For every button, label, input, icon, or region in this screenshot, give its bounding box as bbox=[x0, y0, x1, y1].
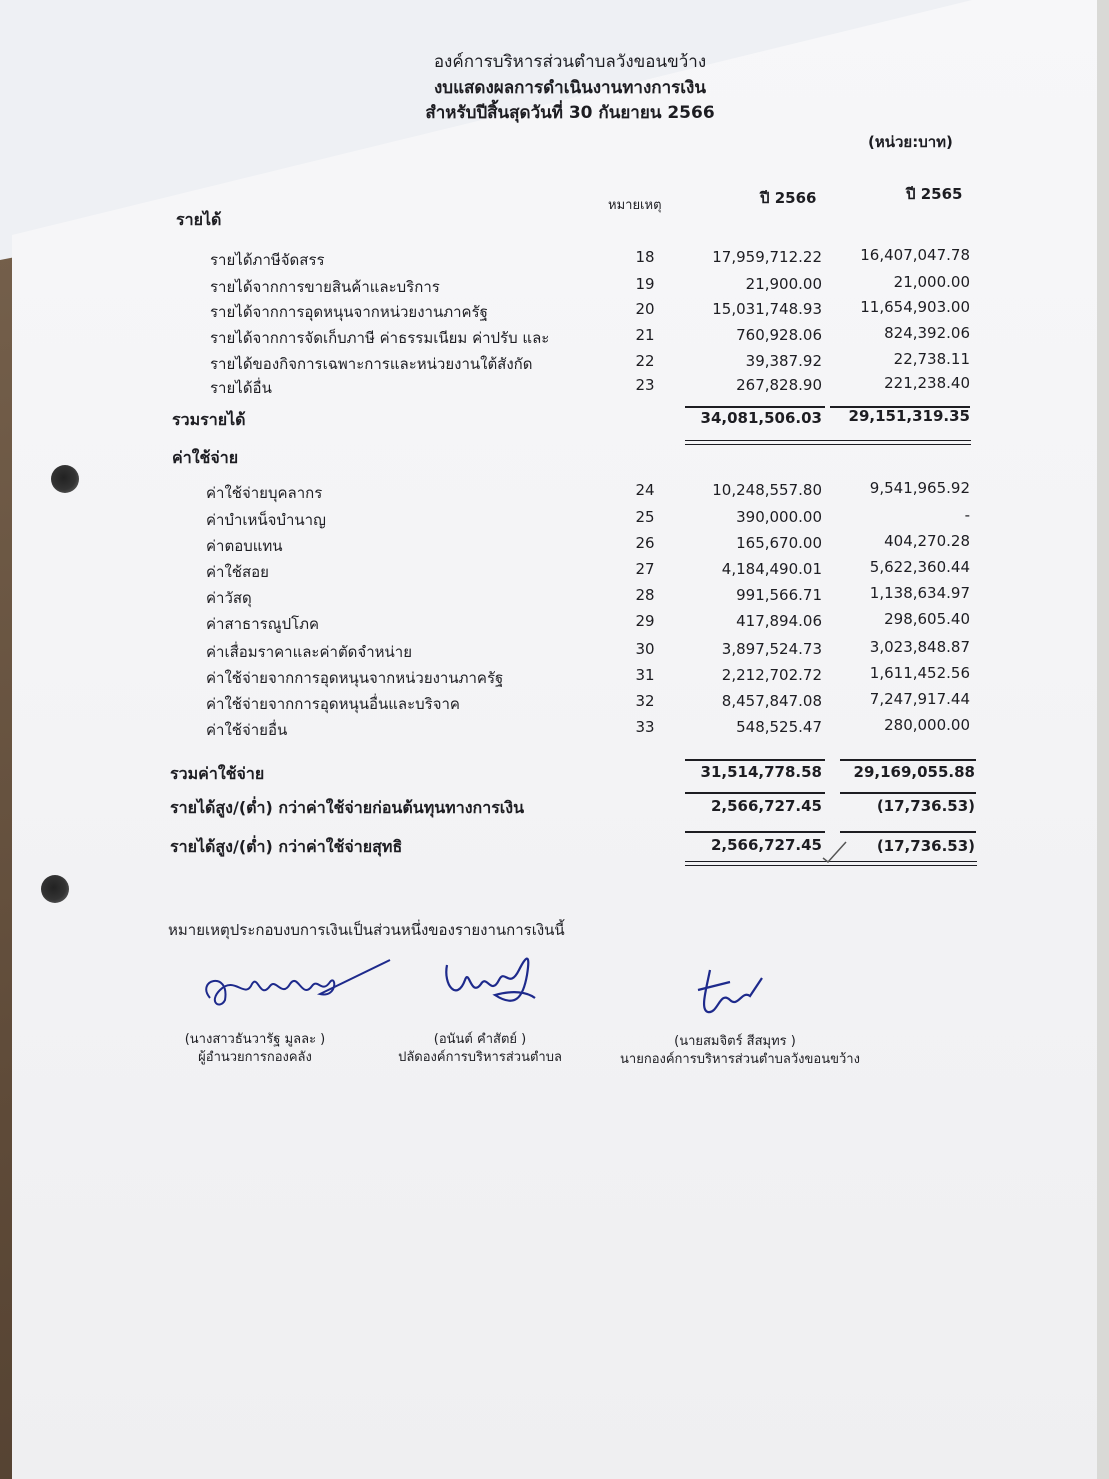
expense-item-note: 24 bbox=[635, 481, 655, 499]
expense-total-y2: 29,169,055.88 bbox=[853, 763, 975, 781]
revenue-item-y2: 22,738.11 bbox=[893, 350, 970, 368]
signatory-3-title: นายกองค์การบริหารส่วนตำบลวังขอนขว้าง bbox=[620, 1052, 860, 1067]
net-rule bbox=[685, 831, 825, 833]
expense-item-note: 29 bbox=[635, 612, 655, 630]
year2-column-header: ปี 2565 bbox=[906, 185, 963, 203]
expense-item-note: 26 bbox=[635, 534, 655, 552]
expense-item-label: ค่าใช้จ่ายอื่น bbox=[206, 721, 288, 739]
expense-item-note: 27 bbox=[635, 560, 655, 578]
expense-item-y2: 1,611,452.56 bbox=[869, 664, 970, 682]
revenue-item-y2: 221,238.40 bbox=[884, 374, 970, 392]
surplus-net-y1: 2,566,727.45 bbox=[710, 836, 822, 854]
surplus-net-label: รายได้สูง/(ต่ำ) กว่าค่าใช้จ่ายสุทธิ bbox=[170, 837, 403, 856]
revenue-item-note: 18 bbox=[635, 248, 655, 266]
check-mark-icon bbox=[820, 838, 850, 864]
expense-item-y1: 2,212,702.72 bbox=[721, 666, 822, 684]
revenue-item-y2: 21,000.00 bbox=[893, 273, 970, 291]
signature-chief-administrator bbox=[435, 940, 555, 1020]
expense-item-note: 32 bbox=[635, 692, 655, 710]
signatory-3-name: (นายสมจิตร์ สีสมุทร ) bbox=[674, 1034, 796, 1049]
signature-mayor bbox=[690, 960, 770, 1020]
revenue-item-label: รายได้อื่น bbox=[210, 379, 272, 397]
revenue-item-y1: 17,959,712.22 bbox=[712, 248, 822, 266]
expense-subtotal-rule bbox=[685, 759, 825, 761]
expense-total-label: รวมค่าใช้จ่าย bbox=[170, 764, 265, 783]
expense-item-y1: 417,894.06 bbox=[736, 612, 822, 630]
surplus-before-y2: (17,736.53) bbox=[876, 797, 975, 815]
revenue-item-note: 22 bbox=[635, 352, 655, 370]
footnote: หมายเหตุประกอบงบการเงินเป็นส่วนหนึ่งของรายงานการเงินนี้ bbox=[168, 921, 565, 939]
expense-item-y1: 165,670.00 bbox=[736, 534, 822, 552]
expense-subtotal-rule bbox=[840, 759, 976, 761]
expense-item-y2: 1,138,634.97 bbox=[869, 584, 970, 602]
revenue-item-note: 20 bbox=[635, 300, 655, 318]
expense-item-y1: 991,566.71 bbox=[736, 586, 822, 604]
expense-item-note: 31 bbox=[635, 666, 655, 684]
note-column-header: หมายเหตุ bbox=[608, 198, 662, 213]
year1-column-header: ปี 2566 bbox=[760, 189, 817, 207]
expense-item-note: 33 bbox=[635, 718, 655, 736]
expense-item-y1: 3,897,524.73 bbox=[721, 640, 822, 658]
revenue-total-y2: 29,151,319.35 bbox=[848, 407, 970, 425]
expense-item-label: ค่าใช้จ่ายบุคลากร bbox=[206, 484, 323, 502]
expense-item-label: ค่าวัสดุ bbox=[206, 589, 252, 607]
surplus-rule bbox=[685, 792, 825, 794]
expense-item-y1: 8,457,847.08 bbox=[721, 692, 822, 710]
expense-item-y2: - bbox=[964, 506, 970, 524]
revenue-item-y2: 16,407,047.78 bbox=[860, 246, 970, 264]
revenue-item-label: รายได้ภาษีจัดสรร bbox=[210, 251, 325, 269]
expense-heading: ค่าใช้จ่าย bbox=[172, 448, 239, 467]
expense-item-note: 25 bbox=[635, 508, 655, 526]
expense-item-y1: 10,248,557.80 bbox=[712, 481, 822, 499]
surplus-net-y2: (17,736.53) bbox=[876, 837, 975, 855]
revenue-total-y1: 34,081,506.03 bbox=[700, 409, 822, 427]
revenue-item-note: 21 bbox=[635, 326, 655, 344]
revenue-total-label: รวมรายได้ bbox=[172, 410, 246, 429]
signature-finance-director bbox=[190, 950, 400, 1020]
signatory-1-title: ผู้อำนวยการกองคลัง bbox=[198, 1050, 312, 1065]
surplus-before-label: รายได้สูง/(ต่ำ) กว่าค่าใช้จ่ายก่อนต้นทุนทางการเงิน bbox=[170, 798, 525, 817]
revenue-item-label: รายได้จากการอุดหนุนจากหน่วยงานภาครัฐ bbox=[210, 303, 488, 321]
signatory-1-name: (นางสาวธันวารัฐ มูลละ ) bbox=[184, 1032, 326, 1047]
revenue-item-y1: 267,828.90 bbox=[736, 376, 822, 394]
expense-item-label: ค่าเสื่อมราคาและค่าตัดจำหน่าย bbox=[206, 643, 412, 661]
revenue-item-y1: 21,900.00 bbox=[745, 275, 822, 293]
expense-item-note: 30 bbox=[635, 640, 655, 658]
expense-item-y1: 390,000.00 bbox=[736, 508, 822, 526]
net-rule bbox=[840, 831, 976, 833]
revenue-total-double-rule bbox=[685, 440, 971, 445]
expense-item-y2: 9,541,965.92 bbox=[869, 479, 970, 497]
expense-item-y2: 5,622,360.44 bbox=[869, 558, 970, 576]
revenue-item-label: รายได้ของกิจการเฉพาะการและหน่วยงานใต้สังกัด bbox=[210, 355, 533, 373]
org-name: องค์การบริหารส่วนตำบลวังขอนขว้าง bbox=[433, 52, 707, 72]
revenue-item-note: 23 bbox=[635, 376, 655, 394]
revenue-item-y1: 15,031,748.93 bbox=[712, 300, 822, 318]
revenue-heading: รายได้ bbox=[176, 210, 222, 229]
expense-total-y1: 31,514,778.58 bbox=[700, 763, 822, 781]
surplus-rule bbox=[840, 792, 976, 794]
unit-label: (หน่วย:บาท) bbox=[868, 133, 953, 151]
expense-item-note: 28 bbox=[635, 586, 655, 604]
revenue-item-y2: 11,654,903.00 bbox=[860, 298, 970, 316]
revenue-item-note: 19 bbox=[635, 275, 655, 293]
expense-item-y1: 4,184,490.01 bbox=[721, 560, 822, 578]
expense-item-y2: 3,023,848.87 bbox=[869, 638, 970, 656]
expense-item-label: ค่าบำเหน็จบำนาญ bbox=[206, 511, 326, 529]
document-page bbox=[12, 0, 1097, 1479]
statement-period: สำหรับปีสิ้นสุดวันที่ 30 กันยายน 2566 bbox=[425, 103, 715, 123]
revenue-item-y2: 824,392.06 bbox=[884, 324, 970, 342]
signatory-2-title: ปลัดองค์การบริหารส่วนตำบล bbox=[398, 1050, 562, 1065]
expense-item-y2: 298,605.40 bbox=[884, 610, 970, 628]
signatory-2-name: (อนันต์ คำสัตย์ ) bbox=[433, 1032, 527, 1047]
revenue-item-y1: 760,928.06 bbox=[736, 326, 822, 344]
revenue-item-label: รายได้จากการขายสินค้าและบริการ bbox=[210, 278, 440, 296]
expense-item-y2: 404,270.28 bbox=[884, 532, 970, 550]
revenue-item-y1: 39,387.92 bbox=[745, 352, 822, 370]
expense-item-label: ค่าตอบแทน bbox=[206, 537, 283, 555]
expense-item-label: ค่าสาธารณูปโภค bbox=[206, 615, 320, 633]
statement-title: งบแสดงผลการดำเนินงานทางการเงิน bbox=[434, 78, 706, 98]
expense-item-y2: 7,247,917.44 bbox=[869, 690, 970, 708]
expense-item-y1: 548,525.47 bbox=[736, 718, 822, 736]
expense-item-y2: 280,000.00 bbox=[884, 716, 970, 734]
punch-hole bbox=[41, 875, 69, 903]
punch-hole bbox=[51, 465, 79, 493]
expense-item-label: ค่าใช้จ่ายจากการอุดหนุนจากหน่วยงานภาครัฐ bbox=[206, 669, 504, 687]
revenue-item-label: รายได้จากการจัดเก็บภาษี ค่าธรรมเนียม ค่าปรับ และ bbox=[210, 329, 550, 347]
expense-item-label: ค่าใช้จ่ายจากการอุดหนุนอื่นและบริจาค bbox=[206, 695, 460, 713]
expense-item-label: ค่าใช้สอย bbox=[206, 563, 269, 581]
surplus-before-y1: 2,566,727.45 bbox=[710, 797, 822, 815]
